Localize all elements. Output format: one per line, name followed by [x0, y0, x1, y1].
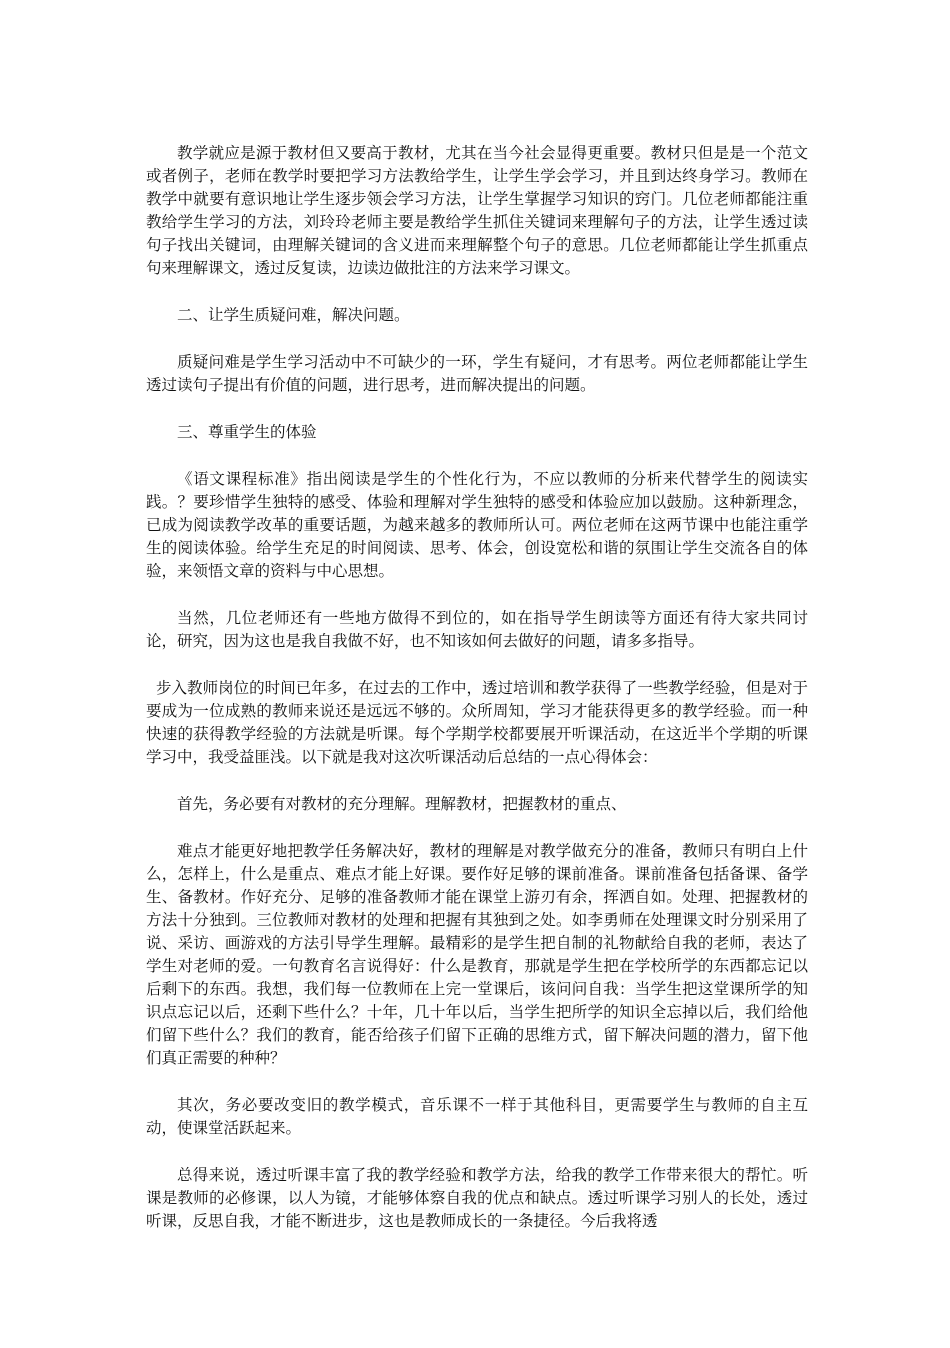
paragraph-reading-experience: 《语文课程标准》指出阅读是学生的个性化行为，不应以教师的分析来代替学生的阅读实践。？要珍惜学生独特的感受、体验和理解对学生独特的感受和体验应加以鼓励。这种新理念，已成为阅读教学改革的重要话题，为越来越多的教师所认可。两位老师在这两节课中也能注重学生的阅读体验。给学生充足的时间阅读、思考、体会，创设宽松和谐的氛围让学生交流各自的体验，来领悟文章的资料与中心思想。 [146, 470, 808, 580]
paragraph-summary: 总得来说，透过听课丰富了我的教学经验和教学方法，给我的教学工作带来很大的帮忙。听课是教师的必修课，以人为镜，才能够体察自我的优点和缺点。透过听课学习别人的长处，透过听课，反思自我，才能不断进步，这也是教师成长的一条捷径。今后我将透 [146, 1166, 808, 1230]
document-body [146, 142, 808, 1257]
paragraph-questioning: 质疑问难是学生学习活动中不可缺少的一环，学生有疑问，才有思考。两位老师都能让学生透过读句子提出有价值的问题，进行思考，进而解决提出的问题。 [146, 353, 808, 394]
section-heading-questioning: 二、让学生质疑问难，解决问题。 [177, 306, 410, 324]
paragraph-teaching-methods: 教学就应是源于教材但又要高于教材，尤其在当今社会显得更重要。教材只但是是一个范文或者例子，老师在教学时要把学习方法教给学生，让学生学会学习，并且到达终身学习。教师在教学中就要有意识地让学生逐步领会学习方法，让学生掌握学习知识的窍门。几位老师都能注重教给学生学习的方法，刘玲玲老师主要是教给学生抓住关键词来理解句子的方法，让学生透过读句子找出关键词，由理解关键词的含义进而来理解整个句子的意思。几位老师都能让学生抓重点句来理解课文，透过反复读，边读边做批注的方法来学习课文。 [146, 144, 808, 277]
paragraph-second-point: 其次，务必要改变旧的教学模式，音乐课不一样于其他科目，更需要学生与教师的自主互动，使课堂活跃起来。 [146, 1096, 808, 1137]
paragraph-shortcomings: 当然，几位老师还有一些地方做得不到位的，如在指导学生朗读等方面还有待大家共同讨论，研究，因为这也是我自我做不好，也不知该如何去做好的问题，请多多指导。 [146, 609, 808, 650]
paragraph-first-point: 首先，务必要有对教材的充分理解。理解教材，把握教材的重点、 [177, 795, 627, 813]
section-heading-student-experience: 三、尊重学生的体验 [177, 423, 317, 441]
paragraph-introduction: 步入教师岗位的时间已年多，在过去的工作中，透过培训和教学获得了一些教学经验，但是对于要成为一位成熟的教师来说还是远远不够的。众所周知，学习才能获得更多的教学经验。而一种快速的获得教学经验的方法就是听课。每个学期学校都要展开听课活动，在这近半个学期的听课学习中，我受益匪浅。以下就是我对这次听课活动后总结的一点心得体会： [146, 679, 808, 766]
paragraph-difficult-points: 难点才能更好地把教学任务解决好，教材的理解是对教学做充分的准备，教师只有明白上什么，怎样上，什么是重点、难点才能上好课。要作好足够的课前准备。课前准备包括备课、备学生、备教材。作好充分、足够的准备教师才能在课堂上游刃有余，挥洒自如。处理、把握教材的方法十分独到。三位教师对教材的处理和把握有其独到之处。如李勇师在处理课文时分别采用了说、采访、画游戏的方法引导学生理解。最精彩的是学生把自制的礼物献给自我的老师，表达了学生对老师的爱。一句教育名言说得好：什么是教育，那就是学生把在学校所学的东西都忘记以后剩下的东西。我想，我们每一位教师在上完一堂课后，该问问自我：当学生把这堂课所学的知识点忘记以后，还剩下些什么？十年，几十年以后，当学生把所学的知识全忘掉以后，我们给他们留下些什么？我们的教育，能否给孩子们留下正确的思维方式，留下解决问题的潜力，留下他们真正需要的种种？ [146, 842, 808, 1067]
